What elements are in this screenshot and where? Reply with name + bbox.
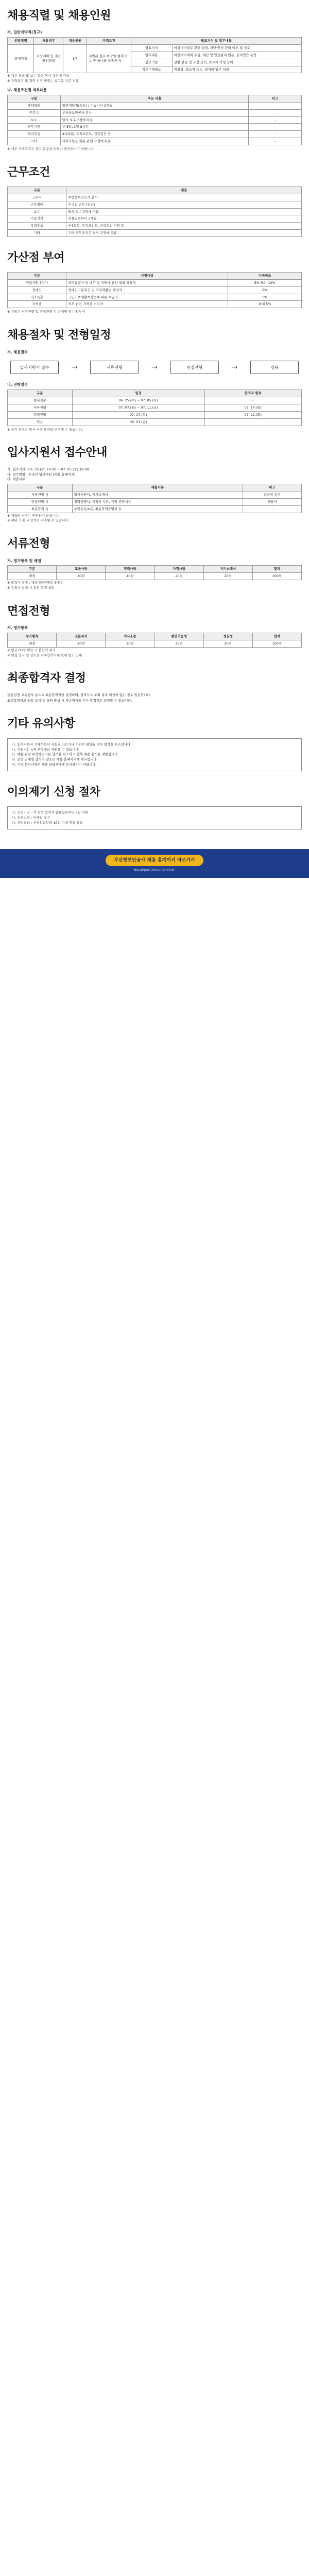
header-schedule: 일정: [72, 390, 204, 397]
row-label: 자격증: [8, 301, 66, 308]
process-flow: [7, 357, 302, 378]
row-schedule: 07. 17.(목): [72, 411, 204, 418]
bonus-table: [7, 272, 302, 308]
header-license: 자격사항: [154, 566, 203, 573]
row-content: 4대보험, 복지포인트, 건강검진 등: [60, 131, 248, 138]
row-announce: 07. 22.(화): [204, 411, 301, 418]
recruitment-notice: [7, 0, 302, 837]
score-cell: 20점: [57, 640, 106, 647]
item-label: 업무내용: [131, 52, 172, 59]
subsection-title: 가. 채용절차: [7, 349, 28, 354]
notice-line: 가. 입사지원서 기재사항이 사실과 다르거나 허위로 판명될 경우 합격을 취소합니다.: [12, 742, 132, 747]
section-title-recruitment: 채용직렬 및 채용인원: [7, 9, 111, 22]
objection-line: 가. 신청기간 : 각 전형 합격자 발표일로부터 3일 이내: [12, 810, 88, 815]
section-title-conditions: 근무조건: [7, 165, 50, 179]
row-ratio: 최대 5%: [228, 301, 302, 308]
conditions-table: [7, 187, 302, 237]
row-label: 저소득층: [8, 294, 66, 301]
row-content: 경력증명서, 자격증 사본, 가점 증빙서류: [72, 498, 243, 505]
header-documents: 제출서류: [72, 484, 243, 492]
row-label: 최종합격 시: [8, 505, 73, 513]
item-text: 상황 판단 및 조정 능력, 보고서 작성 능력: [172, 59, 301, 66]
header-education: 교육사항: [57, 566, 106, 573]
notice-line: 다. 채용 관련 부정행위자는 합격을 취소하고 향후 채용 응시를 제한합니다.: [12, 752, 119, 757]
row-label: 복리후생: [8, 131, 61, 138]
row-content: 주민등록초본, 최종학력증명서 등: [72, 505, 243, 513]
row-content: 임용일로부터 3개월: [66, 215, 302, 223]
row-schedule: 08. 01.(금): [72, 418, 204, 426]
row-label: 수습기간: [8, 215, 66, 223]
item-label: 직무수행태도: [131, 66, 172, 73]
table-row: [8, 223, 302, 230]
row-content: 4대보험, 복지포인트, 건강검진 지원 등: [66, 223, 302, 230]
table-row: [8, 229, 302, 236]
footer-banner: [0, 849, 309, 878]
subsection-title: 가. 일반계약직(정규): [7, 30, 42, 35]
score-cell: 20점: [57, 573, 106, 580]
row-content: 부산항보안공사 본사: [66, 194, 302, 201]
note-line: ※ 자격요건 및 경력 인정 범위는 공고문 기준 적용: [7, 79, 79, 83]
notice-line: 나. 지원자는 1개 분야에만 지원할 수 있습니다.: [12, 747, 80, 752]
document-score-table: [7, 565, 302, 580]
process-step: 입사지원서 접수: [10, 361, 59, 374]
application-line: 나. 접수방법 : 온라인 입사지원 (채용 홈페이지): [7, 472, 76, 477]
score-cell: 100점: [252, 573, 301, 580]
row-label: 면접전형 시: [8, 498, 73, 505]
row-schedule: 06. 25.(수) ~ 07. 05.(토): [72, 397, 204, 404]
table-row: [8, 131, 302, 138]
item-text: 비상대비업무 관련 법령, 재난·안전 관리 이론 및 실무: [172, 45, 301, 52]
interview-score-table: [7, 633, 302, 648]
row-label: 근무지: [8, 194, 66, 201]
notices-box: [7, 738, 302, 771]
section-title-application: 입사지원서 접수안내: [7, 446, 107, 460]
row-remark: -: [249, 131, 302, 138]
row-label: 보수: [8, 116, 61, 124]
row-announce: 07. 14.(월): [204, 404, 301, 412]
paragraph: 면접전형 고득점자 순으로 최종합격자를 결정하며, 결격사유 조회 결과 이상이 없는 경우 임용합니다.: [7, 692, 151, 697]
header-duties: 필요지식 및 업무내용: [131, 38, 301, 45]
note-line: ※ 평균 60점 미만 시 불합격 처리: [7, 648, 56, 652]
notice-line: 라. 전형 단계별 합격자 발표는 채용 홈페이지에 게시합니다.: [12, 757, 98, 762]
arrow-right-icon: →: [71, 363, 78, 371]
row-content: 세부사항은 채용 관련 규정에 따름: [60, 138, 248, 145]
note-line: ※ 면접 일시 및 장소는 서류합격자에 한해 별도 안내: [7, 653, 82, 657]
header-group: 선발직렬: [8, 38, 34, 45]
header-category: 평가항목: [8, 633, 57, 640]
table-row: [8, 280, 302, 287]
score-cell: 20점: [203, 573, 252, 580]
table-row: [8, 397, 302, 404]
row-content: 기타 근무조건은 당사 규정에 따름: [66, 229, 302, 236]
process-step: 서류전형: [90, 361, 139, 374]
row-label: 복리후생: [8, 223, 66, 230]
row-remark: -: [249, 124, 302, 131]
section-title-interview: 면접전형: [7, 604, 50, 618]
score-cell: 20점: [203, 640, 252, 647]
subsection-title: 가. 평가항목: [7, 625, 28, 631]
row-content: 주 5일, 1일 8시간: [60, 124, 248, 131]
recruitment-notes: [7, 74, 302, 83]
score-cell: 100점: [252, 640, 301, 647]
subsection-title: 나. 전형일정: [7, 382, 28, 387]
row-content: 부산항보안공사 본사: [60, 109, 248, 116]
objection-line: 다. 처리결과 : 신청일로부터 10일 이내 개별 통보: [12, 820, 83, 825]
row-label: 서류전형 시: [8, 492, 73, 499]
subsection-title: 가. 평가항목 및 배점: [7, 558, 41, 563]
section-title-objection: 이의제기 신청 절차: [7, 785, 100, 799]
cell-group: 공개경쟁: [8, 45, 34, 73]
note-line: ※ 합격자 결정 : 채용예정인원의 5배수: [7, 581, 63, 585]
row-content: 국가유공자 등 예우 및 지원에 관한 법률 해당자: [66, 280, 228, 287]
header-knowledge: 전문지식: [57, 633, 106, 640]
cell-job: 비상계획 및 재난안전관리: [34, 45, 63, 73]
process-step: 면접전형: [170, 361, 219, 374]
schedule-table: [7, 389, 302, 426]
header-content: 내용: [66, 187, 302, 194]
section-title-bonus: 가산점 부여: [7, 251, 64, 264]
header-target: 가점대상: [66, 273, 228, 280]
table-row: [8, 286, 302, 294]
row-remark: -: [249, 116, 302, 124]
row-label: 배점: [8, 640, 57, 647]
row-label: 원서접수: [8, 397, 73, 404]
table-row: [8, 194, 302, 201]
note-line: ※ 제출된 서류는 반환하지 않습니다.: [7, 513, 60, 518]
row-content: 주 5일 근무 (일근): [66, 201, 302, 208]
row-content: 당사 보수규정에 따름: [66, 208, 302, 215]
note-line: ※ 채용 직급 및 보수 등은 당사 규정에 따름: [7, 74, 70, 78]
final-text: [7, 693, 302, 703]
notice-line: 마. 기타 문의사항은 채용 담당자에게 문의하시기 바랍니다.: [12, 762, 97, 767]
detail-note: ※ 세부 자격요건은 공고 본문을 반드시 확인하시기 바랍니다.: [7, 146, 95, 151]
row-label: 임용: [8, 418, 73, 426]
score-cell: 20점: [154, 640, 203, 647]
row-label: 계약형태: [8, 102, 61, 109]
note-line: ※ 허위 기재 시 합격이 취소될 수 있습니다.: [7, 518, 70, 523]
table-row: [8, 116, 302, 124]
header-potential: 발전가능성: [154, 633, 203, 640]
row-label: 보수: [8, 208, 66, 215]
table-row: [8, 124, 302, 131]
header-announce: 합격자 발표: [204, 390, 301, 397]
header-intro: 자기소개서: [203, 566, 252, 573]
application-lines: [7, 467, 302, 482]
section-title-document-screening: 서류전형: [7, 537, 50, 551]
score-cell: 40점: [106, 573, 154, 580]
table-row: [8, 418, 302, 426]
subsection-title: 나. 채용조건별 세부내용: [7, 88, 47, 93]
note-line: ※ 동점자 발생 시 전원 합격 처리: [7, 585, 55, 590]
table-row: [8, 492, 302, 499]
table-row: [8, 102, 302, 109]
item-label: 필요기술: [131, 59, 172, 66]
table-row: [8, 498, 302, 505]
header-category: 구분: [8, 273, 66, 280]
table-row: [8, 411, 302, 418]
schedule-note: ※ 상기 일정은 당사 사정에 따라 변경될 수 있습니다.: [7, 427, 83, 432]
item-text: 비상대비계획 수립, 재난 및 안전관리 업무, 을지연습 운영: [172, 52, 301, 59]
recruitment-table: [7, 37, 302, 73]
arrow-right-icon: →: [151, 363, 158, 371]
row-content: 장애인고용촉진 및 직업재활법 해당자: [66, 286, 228, 294]
table-row: [8, 505, 302, 513]
header-content: 주요 내용: [60, 95, 248, 103]
bonus-note: ※ 가점은 서류전형 및 면접전형 각 단계별 점수에 부여: [7, 310, 85, 314]
recruit-homepage-button[interactable]: 부산항보안공사 채용 홈페이지 바로가기: [106, 855, 203, 866]
score-cell: 20점: [154, 573, 203, 580]
section-title-process: 채용절차 및 전형일정: [7, 329, 111, 342]
row-content: 직무 관련 자격증 소지자: [66, 301, 228, 308]
section-title-notices: 기타 유의사항: [7, 717, 75, 731]
score-cell: 20점: [106, 640, 154, 647]
cell-count: 1명: [63, 45, 87, 73]
row-remark: -: [249, 102, 302, 109]
row-label: 근무시간: [8, 124, 61, 131]
table-row: [8, 109, 302, 116]
item-label: 필요지식: [131, 45, 172, 52]
row-announce: -: [204, 397, 301, 404]
interview-notes: [7, 648, 302, 658]
row-content: 당사 보수규정에 따름: [60, 116, 248, 124]
table-row: [8, 208, 302, 215]
row-announce: -: [204, 418, 301, 426]
paragraph: 최종합격자의 임용 포기 등 결원 발생 시 차순위자를 추가 합격자로 결정할 수 있습니다.: [7, 698, 132, 703]
row-content: 입사지원서, 자기소개서: [72, 492, 243, 499]
row-label: 취업지원대상자: [8, 280, 66, 287]
table-row: [8, 404, 302, 412]
table-row: [8, 294, 302, 301]
header-qualification: 자격요건: [87, 38, 131, 45]
application-notes: [7, 514, 302, 523]
header-category: 구분: [8, 484, 73, 492]
row-label: 근무지: [8, 109, 61, 116]
process-step: 임용: [250, 361, 299, 374]
row-label: 장애인: [8, 286, 66, 294]
header-total: 합계: [252, 633, 301, 640]
header-total: 합계: [252, 566, 301, 573]
row-content: 일반계약직(정규) / 수습기간 3개월: [60, 102, 248, 109]
row-schedule: 07. 07.(월) ~ 07. 11.(금): [72, 404, 204, 412]
header-category: 구분: [8, 187, 66, 194]
documents-table: [7, 484, 302, 513]
row-remark: 온라인 작성: [243, 492, 301, 499]
row-ratio: 5% 또는 10%: [228, 280, 302, 287]
row-label: 기타: [8, 138, 61, 145]
arrow-right-icon: →: [231, 363, 238, 371]
row-label: 서류전형: [8, 404, 73, 412]
objection-box: [7, 806, 302, 829]
table-row: [8, 301, 302, 308]
application-line: 가. 접수기간 : 06. 25.(수) 10:00 ~ 07. 05.(토) 18:00: [7, 467, 89, 471]
table-row: [8, 573, 302, 580]
row-remark: -: [243, 505, 301, 513]
row-remark: 해당자: [243, 498, 301, 505]
header-ratio: 가점비율: [228, 273, 302, 280]
table-row: [8, 640, 302, 647]
objection-line: 나. 신청방법 : 이메일 접수: [12, 816, 50, 820]
document-notes: [7, 581, 302, 590]
detail-table: [7, 95, 302, 145]
header-category: 구분: [8, 95, 61, 103]
header-job: 채용직무: [34, 38, 63, 45]
item-text: 책임감, 협조적 태도, 철저한 업무 처리: [172, 66, 301, 73]
row-content: 국민기초생활보장법에 따른 수급자: [66, 294, 228, 301]
header-count: 채용인원: [63, 38, 87, 45]
row-label: 배점: [8, 573, 57, 580]
table-row: [8, 201, 302, 208]
table-row: [8, 215, 302, 223]
row-label: 기타: [8, 229, 66, 236]
section-title-final: 최종합격자 결정: [7, 672, 86, 685]
row-remark: -: [249, 138, 302, 145]
header-career: 경력사항: [106, 566, 154, 573]
row-remark: -: [249, 109, 302, 116]
table-row: [8, 138, 302, 145]
row-ratio: 5%: [228, 294, 302, 301]
header-sincerity: 성실성: [203, 633, 252, 640]
header-category: 구분: [8, 390, 73, 397]
row-label: 면접전형: [8, 411, 73, 418]
recruit-homepage-url[interactable]: busanport.recruiter.co.kr: [134, 868, 175, 872]
header-communication: 의사소통: [106, 633, 154, 640]
cell-qualification: 지원서 접수 마감일 현재 다음 중 하나를 충족한 자: [87, 45, 131, 73]
row-label: 근무형태: [8, 201, 66, 208]
row-ratio: 5%: [228, 286, 302, 294]
application-line: 다. 제출서류: [7, 477, 25, 482]
header-category: 구분: [8, 566, 57, 573]
header-remark: 비고: [249, 95, 302, 103]
header-remark: 비고: [243, 484, 301, 492]
